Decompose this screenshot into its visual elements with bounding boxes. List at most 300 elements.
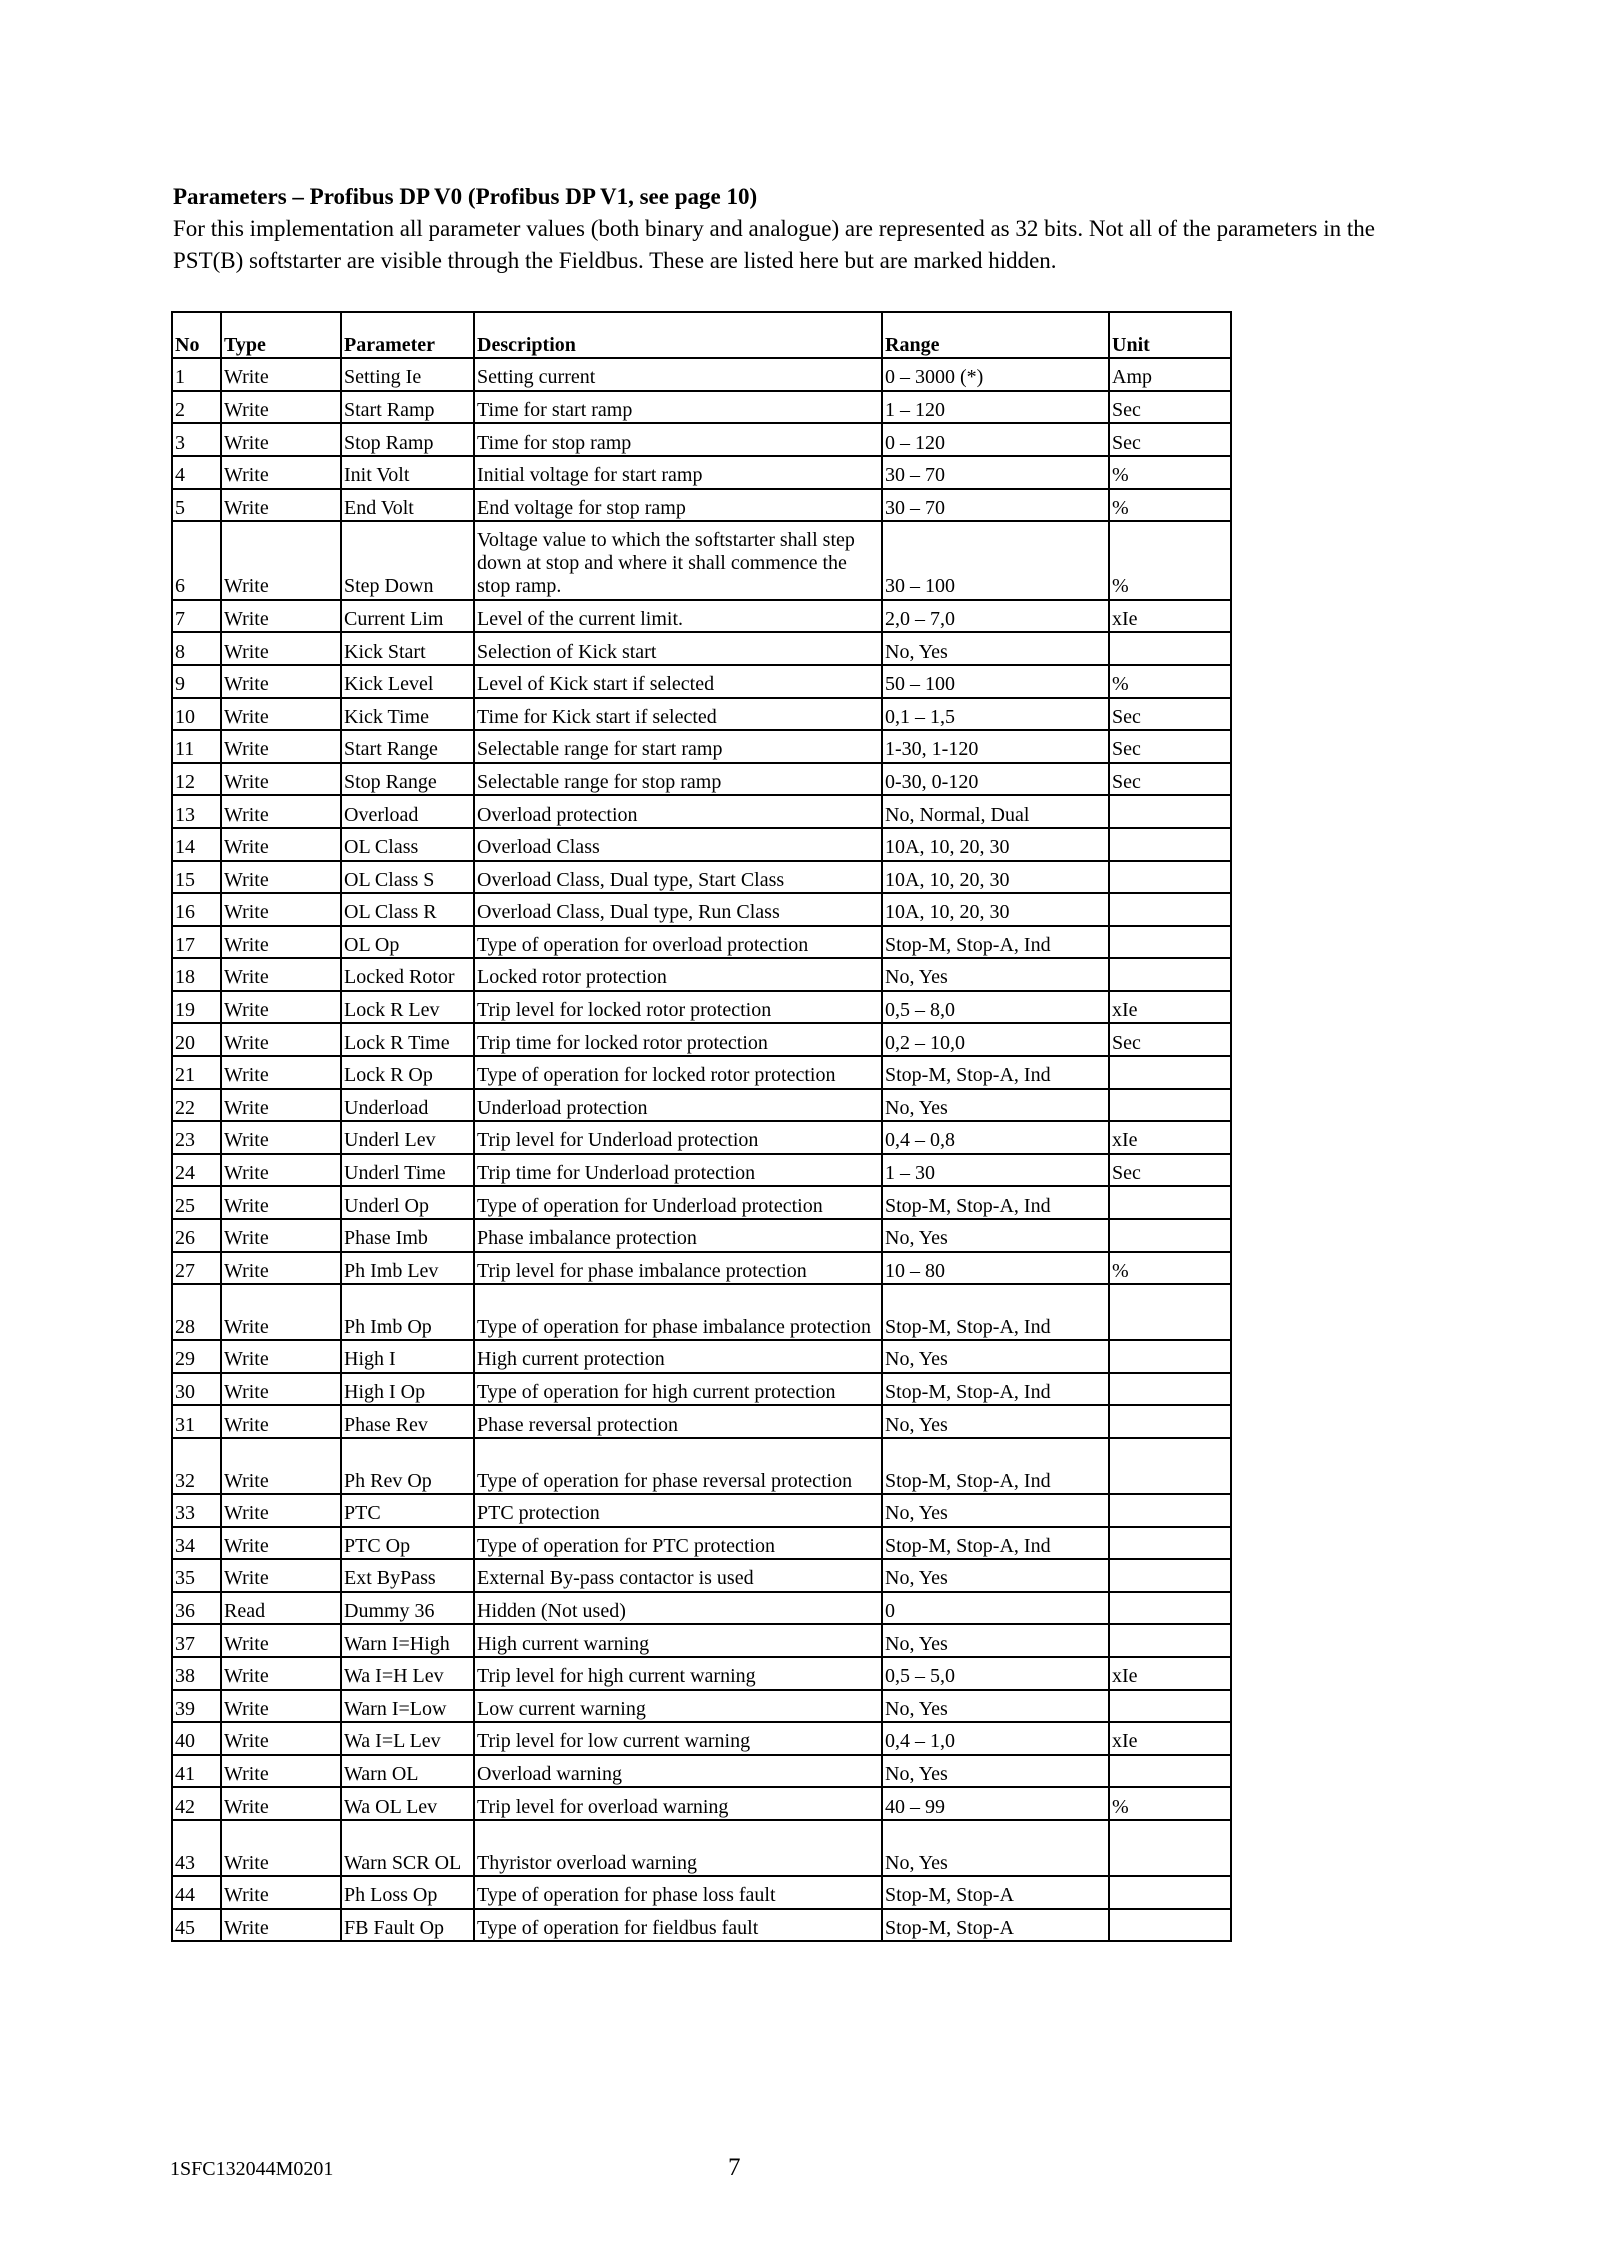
cell-unit (1109, 1527, 1231, 1560)
cell-no: 6 (172, 521, 221, 600)
cell-no: 23 (172, 1121, 221, 1154)
cell-unit: xIe (1109, 1121, 1231, 1154)
table-row (172, 1820, 1231, 1876)
cell-description: Type of operation for PTC protection (474, 1527, 882, 1560)
cell-parameter: Phase Rev (341, 1405, 474, 1438)
table-row (172, 1559, 1231, 1592)
cell-unit (1109, 828, 1231, 861)
cell-range: 30 – 70 (882, 489, 1109, 522)
cell-description: Hidden (Not used) (474, 1592, 882, 1625)
cell-no: 42 (172, 1787, 221, 1820)
cell-description: External By-pass contactor is used (474, 1559, 882, 1592)
cell-no: 14 (172, 828, 221, 861)
cell-unit: xIe (1109, 1657, 1231, 1690)
table-row (172, 795, 1231, 828)
cell-type: Write (221, 600, 341, 633)
table-row (172, 730, 1231, 763)
cell-type: Write (221, 632, 341, 665)
table-row (172, 600, 1231, 633)
cell-type: Write (221, 1252, 341, 1285)
cell-range: Stop-M, Stop-A, Ind (882, 926, 1109, 959)
cell-unit (1109, 926, 1231, 959)
cell-description: Type of operation for Underload protection (474, 1186, 882, 1219)
cell-type: Write (221, 423, 341, 456)
cell-range: 0-30, 0-120 (882, 763, 1109, 796)
cell-parameter: Warn OL (341, 1755, 474, 1788)
cell-no: 45 (172, 1909, 221, 1942)
cell-parameter: High I (341, 1340, 474, 1373)
cell-range: No, Yes (882, 1089, 1109, 1122)
cell-unit (1109, 1755, 1231, 1788)
cell-parameter: PTC Op (341, 1527, 474, 1560)
cell-range: 2,0 – 7,0 (882, 600, 1109, 633)
table-row (172, 1909, 1231, 1942)
cell-description: Type of operation for overload protection (474, 926, 882, 959)
cell-range: 0,5 – 8,0 (882, 991, 1109, 1024)
cell-range: No, Yes (882, 1219, 1109, 1252)
cell-parameter: Locked Rotor (341, 958, 474, 991)
table-row (172, 1252, 1231, 1285)
cell-description: Type of operation for phase reversal protection (474, 1438, 882, 1494)
cell-range: 10A, 10, 20, 30 (882, 861, 1109, 894)
cell-unit: Sec (1109, 423, 1231, 456)
cell-type: Write (221, 1089, 341, 1122)
cell-unit (1109, 1438, 1231, 1494)
cell-no: 19 (172, 991, 221, 1024)
cell-no: 38 (172, 1657, 221, 1690)
cell-description: Trip time for locked rotor protection (474, 1023, 882, 1056)
header-type: Type (221, 312, 341, 358)
cell-description: Trip level for Underload protection (474, 1121, 882, 1154)
cell-description: Type of operation for phase imbalance protection (474, 1284, 882, 1340)
cell-type: Write (221, 665, 341, 698)
cell-parameter: High I Op (341, 1373, 474, 1406)
cell-unit (1109, 1219, 1231, 1252)
cell-type: Write (221, 489, 341, 522)
cell-type: Write (221, 1121, 341, 1154)
table-row (172, 1690, 1231, 1723)
cell-type: Write (221, 1056, 341, 1089)
cell-unit: xIe (1109, 991, 1231, 1024)
cell-parameter: Underload (341, 1089, 474, 1122)
cell-no: 7 (172, 600, 221, 633)
heading (173, 181, 1423, 277)
page-number: 7 (728, 2154, 741, 2181)
cell-range: Stop-M, Stop-A, Ind (882, 1373, 1109, 1406)
document-code: 1SFC132044M0201 (170, 2158, 334, 2180)
cell-type: Write (221, 1876, 341, 1909)
cell-type: Write (221, 730, 341, 763)
header-unit: Unit (1109, 312, 1231, 358)
cell-unit (1109, 893, 1231, 926)
cell-no: 26 (172, 1219, 221, 1252)
cell-range: 30 – 100 (882, 521, 1109, 600)
table-row (172, 991, 1231, 1024)
cell-description: Thyristor overload warning (474, 1820, 882, 1876)
header-description: Description (474, 312, 882, 358)
cell-parameter: Warn SCR OL (341, 1820, 474, 1876)
cell-no: 25 (172, 1186, 221, 1219)
cell-no: 31 (172, 1405, 221, 1438)
cell-type: Write (221, 926, 341, 959)
cell-parameter: Start Range (341, 730, 474, 763)
cell-parameter: OL Class S (341, 861, 474, 894)
cell-range: 10 – 80 (882, 1252, 1109, 1285)
cell-description: Trip level for high current warning (474, 1657, 882, 1690)
cell-unit: % (1109, 489, 1231, 522)
cell-description: Type of operation for fieldbus fault (474, 1909, 882, 1942)
cell-type: Write (221, 521, 341, 600)
cell-description: Low current warning (474, 1690, 882, 1723)
cell-range: 0 (882, 1592, 1109, 1625)
cell-unit (1109, 1405, 1231, 1438)
cell-range: No, Yes (882, 1405, 1109, 1438)
cell-no: 30 (172, 1373, 221, 1406)
cell-unit (1109, 1876, 1231, 1909)
table-row (172, 763, 1231, 796)
table-row (172, 1405, 1231, 1438)
cell-parameter: Overload (341, 795, 474, 828)
table-row (172, 1494, 1231, 1527)
table-row (172, 1722, 1231, 1755)
cell-description: Selection of Kick start (474, 632, 882, 665)
cell-parameter: Setting Ie (341, 358, 474, 391)
cell-range: 1 – 30 (882, 1154, 1109, 1187)
cell-range: Stop-M, Stop-A (882, 1876, 1109, 1909)
cell-no: 5 (172, 489, 221, 522)
cell-type: Write (221, 1219, 341, 1252)
table-row (172, 828, 1231, 861)
cell-range: No, Yes (882, 1624, 1109, 1657)
cell-parameter: OL Class (341, 828, 474, 861)
cell-type: Write (221, 1559, 341, 1592)
cell-no: 20 (172, 1023, 221, 1056)
cell-description: High current protection (474, 1340, 882, 1373)
table-row (172, 926, 1231, 959)
cell-range: 1 – 120 (882, 391, 1109, 424)
cell-description: Time for stop ramp (474, 423, 882, 456)
cell-no: 39 (172, 1690, 221, 1723)
table-row (172, 423, 1231, 456)
table-row (172, 958, 1231, 991)
cell-type: Write (221, 698, 341, 731)
cell-type: Write (221, 795, 341, 828)
table-row (172, 1186, 1231, 1219)
cell-no: 22 (172, 1089, 221, 1122)
cell-range: 0 – 120 (882, 423, 1109, 456)
cell-range: 0,4 – 0,8 (882, 1121, 1109, 1154)
cell-type: Write (221, 456, 341, 489)
cell-unit (1109, 1909, 1231, 1942)
cell-parameter: OL Op (341, 926, 474, 959)
cell-type: Write (221, 1186, 341, 1219)
cell-no: 17 (172, 926, 221, 959)
cell-parameter: Ph Loss Op (341, 1876, 474, 1909)
cell-type: Write (221, 1023, 341, 1056)
cell-no: 33 (172, 1494, 221, 1527)
cell-parameter: Ph Imb Op (341, 1284, 474, 1340)
cell-unit (1109, 1056, 1231, 1089)
cell-unit (1109, 632, 1231, 665)
cell-no: 11 (172, 730, 221, 763)
table-row (172, 358, 1231, 391)
table-header-row (172, 312, 1231, 358)
cell-no: 9 (172, 665, 221, 698)
cell-unit (1109, 1186, 1231, 1219)
table-row (172, 1219, 1231, 1252)
cell-description: Selectable range for start ramp (474, 730, 882, 763)
cell-parameter: Lock R Lev (341, 991, 474, 1024)
cell-no: 12 (172, 763, 221, 796)
cell-parameter: Kick Time (341, 698, 474, 731)
cell-description: High current warning (474, 1624, 882, 1657)
cell-description: End voltage for stop ramp (474, 489, 882, 522)
cell-no: 4 (172, 456, 221, 489)
cell-description: Type of operation for locked rotor protection (474, 1056, 882, 1089)
cell-unit: % (1109, 665, 1231, 698)
cell-parameter: Underl Time (341, 1154, 474, 1187)
cell-type: Write (221, 1373, 341, 1406)
table-row (172, 893, 1231, 926)
cell-parameter: Step Down (341, 521, 474, 600)
cell-description: Overload Class, Dual type, Start Class (474, 861, 882, 894)
cell-description: Level of Kick start if selected (474, 665, 882, 698)
cell-no: 10 (172, 698, 221, 731)
cell-type: Write (221, 1722, 341, 1755)
cell-range: 10A, 10, 20, 30 (882, 828, 1109, 861)
table-row (172, 1755, 1231, 1788)
cell-parameter: OL Class R (341, 893, 474, 926)
cell-range: Stop-M, Stop-A, Ind (882, 1186, 1109, 1219)
cell-type: Write (221, 1284, 341, 1340)
intro-paragraph: For this implementation all parameter values (both binary and analogue) are represented as 32 bits. Not all of the parameters in the PST(B) softstarter are visible through the Fieldbus. These are listed here but are marked hidden. (173, 216, 1375, 273)
cell-unit: Sec (1109, 763, 1231, 796)
table-row (172, 1121, 1231, 1154)
cell-unit (1109, 1592, 1231, 1625)
table-row (172, 1056, 1231, 1089)
cell-type: Write (221, 1690, 341, 1723)
cell-unit (1109, 1284, 1231, 1340)
cell-unit: Sec (1109, 1023, 1231, 1056)
cell-description: Overload protection (474, 795, 882, 828)
cell-range: 0,2 – 10,0 (882, 1023, 1109, 1056)
cell-unit: xIe (1109, 600, 1231, 633)
cell-range: No, Yes (882, 1494, 1109, 1527)
cell-type: Write (221, 1438, 341, 1494)
cell-no: 13 (172, 795, 221, 828)
cell-description: Overload Class, Dual type, Run Class (474, 893, 882, 926)
cell-type: Write (221, 1657, 341, 1690)
table-row (172, 1023, 1231, 1056)
cell-parameter: Current Lim (341, 600, 474, 633)
table-row (172, 1438, 1231, 1494)
table-row (172, 1154, 1231, 1187)
cell-parameter: Stop Range (341, 763, 474, 796)
cell-unit (1109, 861, 1231, 894)
page-title: Parameters – Profibus DP V0 (Profibus DP V1, see page 10) (173, 184, 758, 209)
cell-no: 44 (172, 1876, 221, 1909)
cell-description: Trip level for locked rotor protection (474, 991, 882, 1024)
cell-description: Type of operation for high current protection (474, 1373, 882, 1406)
cell-range: No, Yes (882, 1690, 1109, 1723)
cell-range: Stop-M, Stop-A, Ind (882, 1527, 1109, 1560)
cell-range: Stop-M, Stop-A (882, 1909, 1109, 1942)
cell-parameter: Wa OL Lev (341, 1787, 474, 1820)
cell-no: 8 (172, 632, 221, 665)
cell-type: Write (221, 1820, 341, 1876)
cell-no: 21 (172, 1056, 221, 1089)
table-row (172, 456, 1231, 489)
table-row (172, 1657, 1231, 1690)
cell-description: Level of the current limit. (474, 600, 882, 633)
cell-description: Trip time for Underload protection (474, 1154, 882, 1187)
cell-type: Write (221, 958, 341, 991)
cell-unit: Sec (1109, 391, 1231, 424)
cell-type: Write (221, 828, 341, 861)
cell-type: Read (221, 1592, 341, 1625)
cell-unit (1109, 1559, 1231, 1592)
cell-range: 1-30, 1-120 (882, 730, 1109, 763)
header-range: Range (882, 312, 1109, 358)
cell-parameter: Ph Imb Lev (341, 1252, 474, 1285)
cell-no: 16 (172, 893, 221, 926)
cell-description: Underload protection (474, 1089, 882, 1122)
cell-unit: xIe (1109, 1722, 1231, 1755)
cell-unit: % (1109, 456, 1231, 489)
cell-type: Write (221, 991, 341, 1024)
cell-range: Stop-M, Stop-A, Ind (882, 1284, 1109, 1340)
cell-type: Write (221, 893, 341, 926)
cell-type: Write (221, 1405, 341, 1438)
cell-range: 30 – 70 (882, 456, 1109, 489)
cell-no: 29 (172, 1340, 221, 1373)
cell-no: 3 (172, 423, 221, 456)
cell-no: 24 (172, 1154, 221, 1187)
cell-description: Selectable range for stop ramp (474, 763, 882, 796)
cell-description: Overload Class (474, 828, 882, 861)
cell-parameter: Underl Lev (341, 1121, 474, 1154)
cell-type: Write (221, 1154, 341, 1187)
cell-description: Initial voltage for start ramp (474, 456, 882, 489)
cell-range: 0 – 3000 (*) (882, 358, 1109, 391)
cell-parameter: Ph Rev Op (341, 1438, 474, 1494)
cell-range: No, Yes (882, 1340, 1109, 1373)
parameters-table (171, 311, 1232, 1942)
cell-no: 36 (172, 1592, 221, 1625)
cell-no: 18 (172, 958, 221, 991)
cell-description: Time for start ramp (474, 391, 882, 424)
cell-type: Write (221, 1787, 341, 1820)
table-row (172, 391, 1231, 424)
cell-range: No, Yes (882, 1755, 1109, 1788)
cell-no: 32 (172, 1438, 221, 1494)
cell-range: Stop-M, Stop-A, Ind (882, 1056, 1109, 1089)
cell-range: 0,4 – 1,0 (882, 1722, 1109, 1755)
cell-range: No, Yes (882, 958, 1109, 991)
cell-type: Write (221, 1494, 341, 1527)
cell-description: Phase imbalance protection (474, 1219, 882, 1252)
cell-description: Trip level for overload warning (474, 1787, 882, 1820)
cell-unit (1109, 795, 1231, 828)
cell-type: Write (221, 358, 341, 391)
cell-unit: Sec (1109, 698, 1231, 731)
cell-unit (1109, 1690, 1231, 1723)
cell-description: Setting current (474, 358, 882, 391)
cell-unit (1109, 1494, 1231, 1527)
cell-no: 43 (172, 1820, 221, 1876)
cell-parameter: Stop Ramp (341, 423, 474, 456)
cell-parameter: PTC (341, 1494, 474, 1527)
table-row (172, 665, 1231, 698)
cell-parameter: Dummy 36 (341, 1592, 474, 1625)
table-row (172, 1340, 1231, 1373)
cell-no: 27 (172, 1252, 221, 1285)
table-row (172, 1527, 1231, 1560)
cell-unit: Sec (1109, 1154, 1231, 1187)
cell-type: Write (221, 861, 341, 894)
cell-type: Write (221, 1909, 341, 1942)
cell-parameter: Kick Level (341, 665, 474, 698)
cell-no: 35 (172, 1559, 221, 1592)
cell-no: 37 (172, 1624, 221, 1657)
table-row (172, 1876, 1231, 1909)
cell-range: 40 – 99 (882, 1787, 1109, 1820)
cell-unit: % (1109, 1252, 1231, 1285)
cell-description: Time for Kick start if selected (474, 698, 882, 731)
cell-description: Trip level for phase imbalance protection (474, 1252, 882, 1285)
cell-type: Write (221, 1755, 341, 1788)
cell-unit (1109, 1624, 1231, 1657)
cell-unit: Amp (1109, 358, 1231, 391)
cell-range: Stop-M, Stop-A, Ind (882, 1438, 1109, 1494)
cell-no: 41 (172, 1755, 221, 1788)
cell-range: No, Yes (882, 1820, 1109, 1876)
cell-parameter: Wa I=H Lev (341, 1657, 474, 1690)
cell-type: Write (221, 763, 341, 796)
cell-type: Write (221, 1624, 341, 1657)
cell-unit (1109, 1340, 1231, 1373)
cell-range: 0,5 – 5,0 (882, 1657, 1109, 1690)
cell-description: Locked rotor protection (474, 958, 882, 991)
table-row (172, 632, 1231, 665)
table-row (172, 1089, 1231, 1122)
table-row (172, 521, 1231, 600)
cell-parameter: Start Ramp (341, 391, 474, 424)
cell-type: Write (221, 391, 341, 424)
cell-range: No, Yes (882, 632, 1109, 665)
table-row (172, 1787, 1231, 1820)
cell-parameter: Underl Op (341, 1186, 474, 1219)
cell-range: No, Yes (882, 1559, 1109, 1592)
cell-unit (1109, 1373, 1231, 1406)
cell-unit (1109, 1820, 1231, 1876)
cell-range: 10A, 10, 20, 30 (882, 893, 1109, 926)
table-row (172, 1373, 1231, 1406)
cell-no: 28 (172, 1284, 221, 1340)
cell-unit (1109, 1089, 1231, 1122)
cell-description: PTC protection (474, 1494, 882, 1527)
header-no: No (172, 312, 221, 358)
cell-parameter: End Volt (341, 489, 474, 522)
cell-description: Type of operation for phase loss fault (474, 1876, 882, 1909)
cell-range: No, Normal, Dual (882, 795, 1109, 828)
cell-unit (1109, 958, 1231, 991)
cell-description: Phase reversal protection (474, 1405, 882, 1438)
cell-no: 1 (172, 358, 221, 391)
cell-type: Write (221, 1527, 341, 1560)
cell-parameter: Warn I=Low (341, 1690, 474, 1723)
cell-parameter: Kick Start (341, 632, 474, 665)
